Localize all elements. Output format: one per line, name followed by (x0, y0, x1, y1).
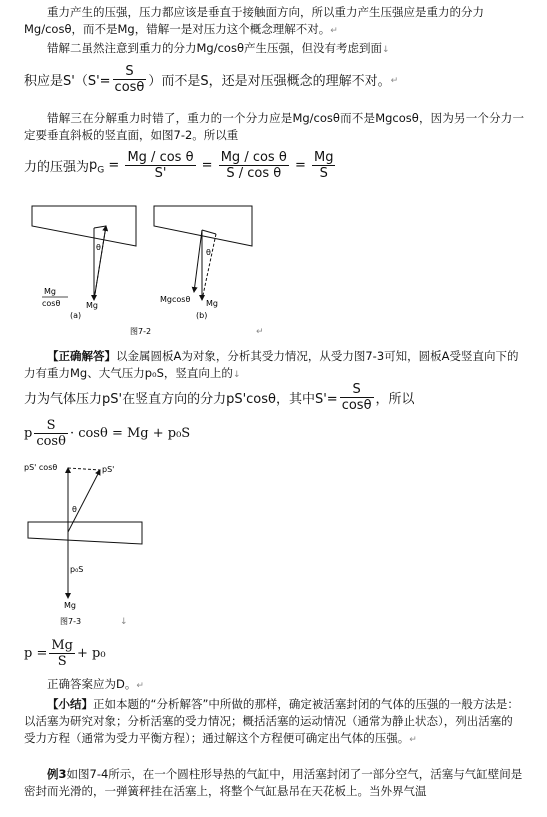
figure-7-3 (24, 460, 184, 630)
text-segment: 力的压强为 (24, 160, 90, 175)
dashed-top (68, 468, 100, 470)
caption-a: (a) (70, 311, 82, 320)
dashed-line-b (202, 234, 216, 300)
para-text: 以金属圆板A为对象，分析其受力情况，从受力图7-3可知，圆板A受竖直向下的力有重力Mg、大气压力p₀S，竖直向上的 (24, 349, 519, 380)
return-mark-icon: ↵ (256, 327, 264, 337)
para-text: 重力产生的压强，压力都应该是垂直于接触面方向，所以重力产生压强应是重力的分力Mg/cosθ，而不是Mg，错解一是对压力这个概念理解不对。 (24, 5, 484, 36)
return-mark-icon: ↵ (136, 681, 144, 691)
correct-answer (24, 676, 524, 695)
inclined-plate-b (154, 206, 252, 246)
figure-7-2 (24, 200, 274, 340)
para-error-three (24, 110, 524, 144)
text-segment: 力为气体压力pS'在竖直方向的分力pS'cosθ，其中S'= (24, 392, 338, 407)
label-mg: Mg (64, 601, 76, 610)
return-mark-icon: ↵ (409, 735, 417, 745)
final-pressure-equation: p = $\frac{Mg}{S}$ + p₀ (24, 638, 106, 669)
return-mark-icon: ↓ (120, 617, 128, 627)
section-head: 【小结】 (47, 697, 93, 711)
label-cos: cosθ (42, 299, 61, 308)
theta-label: θ (72, 505, 77, 514)
area-equation-line (24, 64, 398, 95)
text-segment: ）而不是S，还是对压强概念的理解不对。 (148, 74, 391, 89)
para-summary (24, 696, 524, 749)
para-text: 正如本题的“分析解答”中所做的那样，确定被活塞封闭的气体的压强的一般方法是：以活塞为研究对象；分析活塞的受力情况；概括活塞的运动情况（通常为静止状态），列出活塞的受力方程（通常为受力平衡方程）；通过解这个方程便可确定出气体的压强。 (24, 697, 519, 745)
force-balance-equation: p $\frac{S}{\cos\theta}$ · cosθ = Mg + p₀S (24, 418, 191, 449)
para-gravity-pressure (24, 4, 524, 40)
figure-caption: 图7-3 (60, 617, 82, 626)
return-mark-icon: ↓ (381, 45, 390, 55)
label-p0s: p₀S (70, 565, 84, 574)
fraction-2: $\frac{\text{Mg / cos θ}}{\text{S / cos θ}}$ (220, 150, 287, 181)
pressure-equation: 力的压强为$p_G$ = $\frac{\text{Mg / cos θ}}{S'}$ = $\frac{\text{Mg / cos θ}}{\text{S / cos θ}}$ = $\frac{Mg}{S}$ (24, 150, 334, 181)
example-label: 例3 (47, 767, 67, 781)
return-mark-icon: ↵ (390, 76, 399, 86)
theta-label-a: θ (96, 243, 101, 252)
fraction-1: $\frac{\text{Mg / cos θ}}{S'}$ (127, 150, 194, 181)
force-arrow-mg-cos (194, 230, 202, 292)
label-mgcos: Mgcosθ (160, 295, 191, 304)
para-text: 如图7-4所示，在一个圆柱形导热的气缸中，用活塞封闭了一部分空气，活塞与气缸壁间是密封而光滑的，一弹簧秤挂在活塞上，将整个气缸悬吊在天花板上。当外界气温 (24, 767, 523, 798)
text-segment: ，所以 (375, 392, 415, 407)
para-error-two (24, 40, 524, 59)
inclined-plate-a (32, 206, 136, 246)
label-ps-cos: pS' cosθ (24, 463, 58, 472)
caption-b: (b) (196, 311, 208, 320)
para-example-3 (24, 766, 524, 800)
theta-label-b: θ (206, 248, 211, 257)
fraction-mg-s: $\frac{Mg}{S}$ (51, 638, 73, 669)
fraction-s-over-cos-2: $\frac{S}{\cos\theta}$ (341, 382, 372, 413)
label-mg-b: Mg (206, 299, 218, 308)
label-ps: pS' (102, 465, 115, 474)
vertical-component-line (24, 382, 415, 413)
fraction-s-over-cos: $\frac{S}{\cos\theta}$ (114, 64, 145, 95)
answer-text: 正确答案应为D。 (47, 677, 137, 691)
section-head: 【正确解答】 (47, 349, 116, 363)
text-segment: 积应是S'（S'= (24, 74, 111, 89)
para-text: 错解二虽然注意到重力的分力Mg/cosθ产生压强，但没有考虑到面 (47, 41, 382, 55)
figure-caption: 图7-2 (130, 327, 152, 336)
return-mark-icon: ↓ (232, 370, 241, 380)
label-mg-a: Mg (86, 301, 98, 310)
fraction-eq2: $\frac{S}{\cos\theta}$ (36, 418, 66, 449)
return-mark-icon: ↵ (330, 26, 338, 36)
para-text: 错解三在分解重力时错了，重力的一个分力应是Mg/cosθ而不是Mgcosθ，因为另一个分力一定要垂直斜板的竖直面，如图7-2。所以重 (24, 111, 524, 142)
fraction-3: $\frac{Mg}{S}$ (313, 150, 334, 181)
label-mg: Mg (44, 287, 56, 296)
para-correct-solution (24, 348, 524, 384)
metal-plate-a (28, 522, 142, 544)
